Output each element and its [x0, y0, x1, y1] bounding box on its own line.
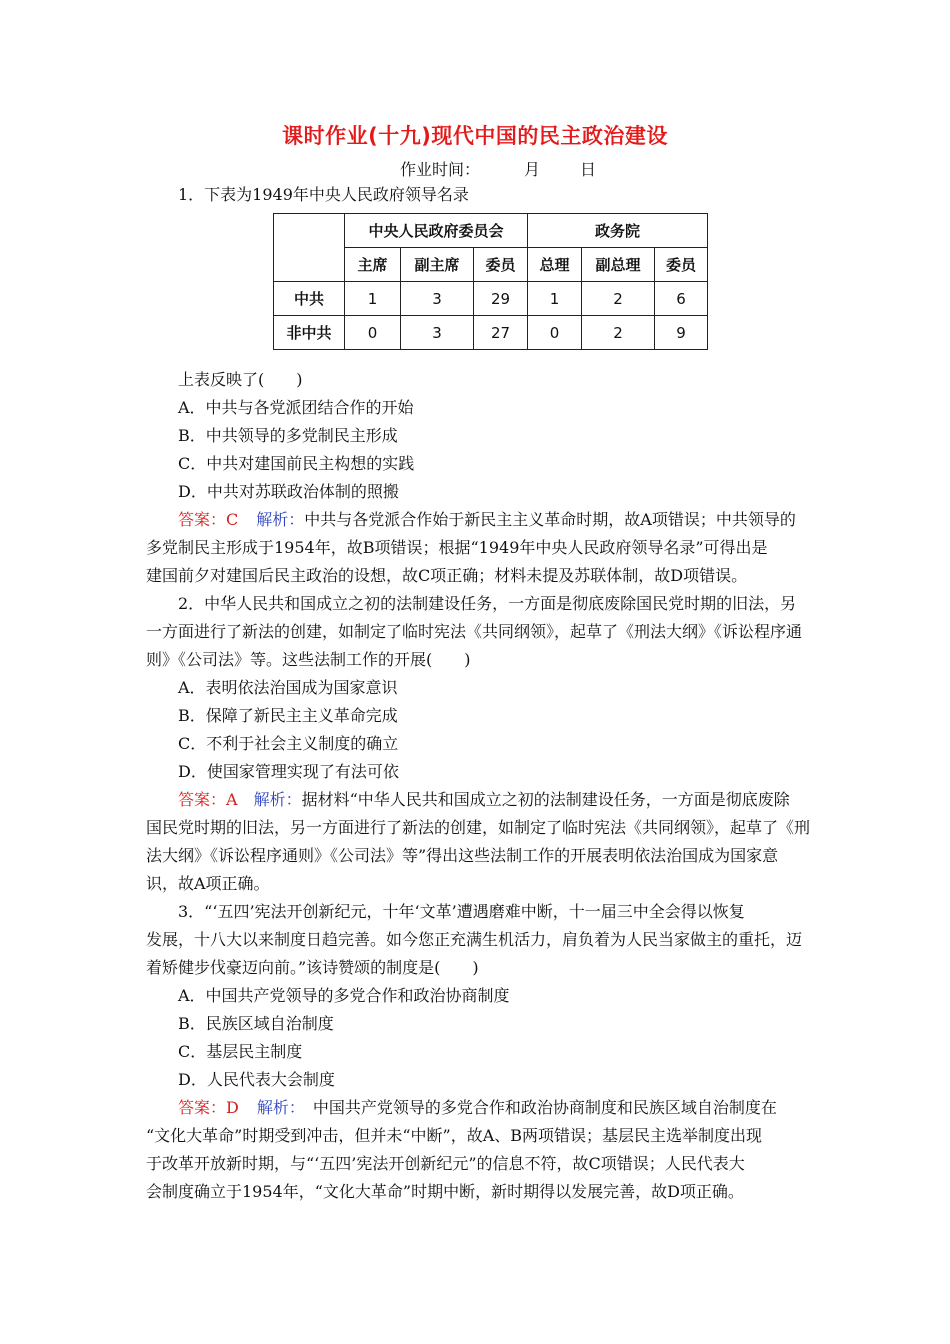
- table-cell: 2: [582, 316, 655, 350]
- q3-option-a: A．中国共产党领导的多党合作和政治协商制度: [178, 986, 510, 1005]
- q2-stem-line: 2．中华人民共和国成立之初的法制建设任务，一方面是彻底废除国民党时期的旧法，另: [178, 594, 797, 613]
- q2-stem-line: 一方面进行了新法的创建，如制定了临时宪法《共同纲领》，起草了《刑法大纲》《诉讼程序通: [146, 622, 803, 641]
- q2-option-b: B．保障了新民主主义革命完成: [178, 706, 398, 725]
- table-cell: 3: [401, 316, 474, 350]
- table-sub-header: 副主席: [401, 248, 474, 282]
- table-cell: 27: [474, 316, 528, 350]
- q3-analysis-line: “文化大革命”时期受到冲击，但并未“中断”，故A、B两项错误；基层民主选举制度出现: [146, 1126, 763, 1145]
- q3-answer: 答案：D: [178, 1098, 239, 1117]
- table-cell: 29: [474, 282, 528, 316]
- q2-analysis-line: 国民党时期的旧法，另一方面进行了新法的创建，如制定了临时宪法《共同纲领》，起草了《刑: [146, 818, 811, 837]
- date-month: 月: [524, 160, 541, 179]
- q3-analysis-line: 中国共产党领导的多党合作和政治协商制度和民族区域自治制度在: [312, 1098, 777, 1117]
- q1-analysis-line: 多党制民主形成于1954年，故B项错误；根据“1949年中央人民政府领导名录”可得出是: [146, 538, 768, 557]
- q3-option-b: B．民族区域自治制度: [178, 1014, 334, 1033]
- q1-answer-line: [178, 510, 796, 530]
- table-cell: 0: [345, 316, 401, 350]
- q1-option-b: B．中共领导的多党制民主形成: [178, 426, 398, 445]
- q3-answer-line: [178, 1098, 777, 1118]
- table-cell: 1: [345, 282, 401, 316]
- q2-stem-line: 则》《公司法》等。这些法制工作的开展( ): [146, 650, 471, 669]
- table-sub-header: 副总理: [582, 248, 655, 282]
- table-group-header: 中央人民政府委员会: [345, 214, 528, 248]
- table-cell: 3: [401, 282, 474, 316]
- table-cell: 2: [582, 282, 655, 316]
- table-sub-header: 主席: [345, 248, 401, 282]
- leaders-table: [273, 213, 708, 350]
- q2-option-d: D．使国家管理实现了有法可依: [178, 762, 399, 781]
- table-corner-cell: [274, 214, 345, 282]
- row-label: 非中共: [274, 316, 345, 350]
- row-label: 中共: [274, 282, 345, 316]
- table-sub-header: 委员: [655, 248, 708, 282]
- homework-date: [400, 157, 596, 180]
- table-sub-header: 委员: [474, 248, 528, 282]
- q2-analysis-label: 解析：: [253, 790, 302, 809]
- q3-analysis-label: 解析：: [256, 1098, 305, 1117]
- table-group-header: 政务院: [528, 214, 708, 248]
- q2-analysis-line: 识，故A项正确。: [146, 874, 270, 893]
- q2-option-c: C．不利于社会主义制度的确立: [178, 734, 399, 753]
- table-cell: 6: [655, 282, 708, 316]
- q1-option-a: A．中共与各党派团结合作的开始: [178, 398, 414, 417]
- table-cell: 9: [655, 316, 708, 350]
- q3-analysis-line: 于改革开放新时期，与“‘五四’宪法开创新纪元”的信息不符，故C项错误；人民代表大: [146, 1154, 745, 1173]
- q3-stem-line: 发展，十八大以来制度日趋完善。如今您正充满生机活力，肩负着为人民当家做主的重托，迈: [146, 930, 803, 949]
- q1-analysis-line: 建国前夕对建国后民主政治的设想，故C项正确；材料未提及苏联体制，故D项错误。: [146, 566, 748, 585]
- q1-analysis-line: 中共与各党派合作始于新民主主义革命时期，故A项错误；中共领导的: [304, 510, 796, 529]
- page-title: 课时作业(十九)现代中国的民主政治建设: [282, 124, 668, 148]
- date-label: 作业时间：: [400, 160, 481, 179]
- q1-analysis-label: 解析：: [256, 510, 305, 529]
- q1-stem: 1．下表为1949年中央人民政府领导名录: [178, 185, 469, 204]
- q2-analysis-line: 法大纲》《诉讼程序通则》《公司法》等”得出这些法制工作的开展表明依法治国成为国家意: [146, 846, 779, 865]
- q3-stem-line: 着矫健步伐豪迈向前。”该诗赞颂的制度是( ): [146, 958, 479, 977]
- q2-option-a: A．表明依法治国成为国家意识: [178, 678, 398, 697]
- table-row: [274, 282, 708, 316]
- q3-option-d: D．人民代表大会制度: [178, 1070, 335, 1089]
- table-cell: 0: [528, 316, 582, 350]
- date-day: 日: [580, 160, 597, 179]
- q1-answer: 答案：C: [178, 510, 239, 529]
- q1-prompt: 上表反映了( ): [178, 370, 303, 389]
- table-row: [274, 316, 708, 350]
- q3-stem-line: 3．“‘五四’宪法开创新纪元，十年‘文革’遭遇磨难中断，十一届三中全会得以恢复: [178, 902, 745, 921]
- q1-option-d: D．中共对苏联政治体制的照搬: [178, 482, 399, 501]
- q2-analysis-line: 据材料“中华人民共和国成立之初的法制建设任务，一方面是彻底废除: [301, 790, 790, 809]
- q3-analysis-line: 会制度确立于1954年，“文化大革命”时期中断，新时期得以发展完善，故D项正确。: [146, 1182, 744, 1201]
- q2-answer: 答案：A: [178, 790, 238, 809]
- table-row: [274, 214, 708, 248]
- table-sub-header: 总理: [528, 248, 582, 282]
- q2-answer-line: [178, 790, 790, 810]
- q1-option-c: C．中共对建国前民主构想的实践: [178, 454, 415, 473]
- table-cell: 1: [528, 282, 582, 316]
- q3-option-c: C．基层民主制度: [178, 1042, 303, 1061]
